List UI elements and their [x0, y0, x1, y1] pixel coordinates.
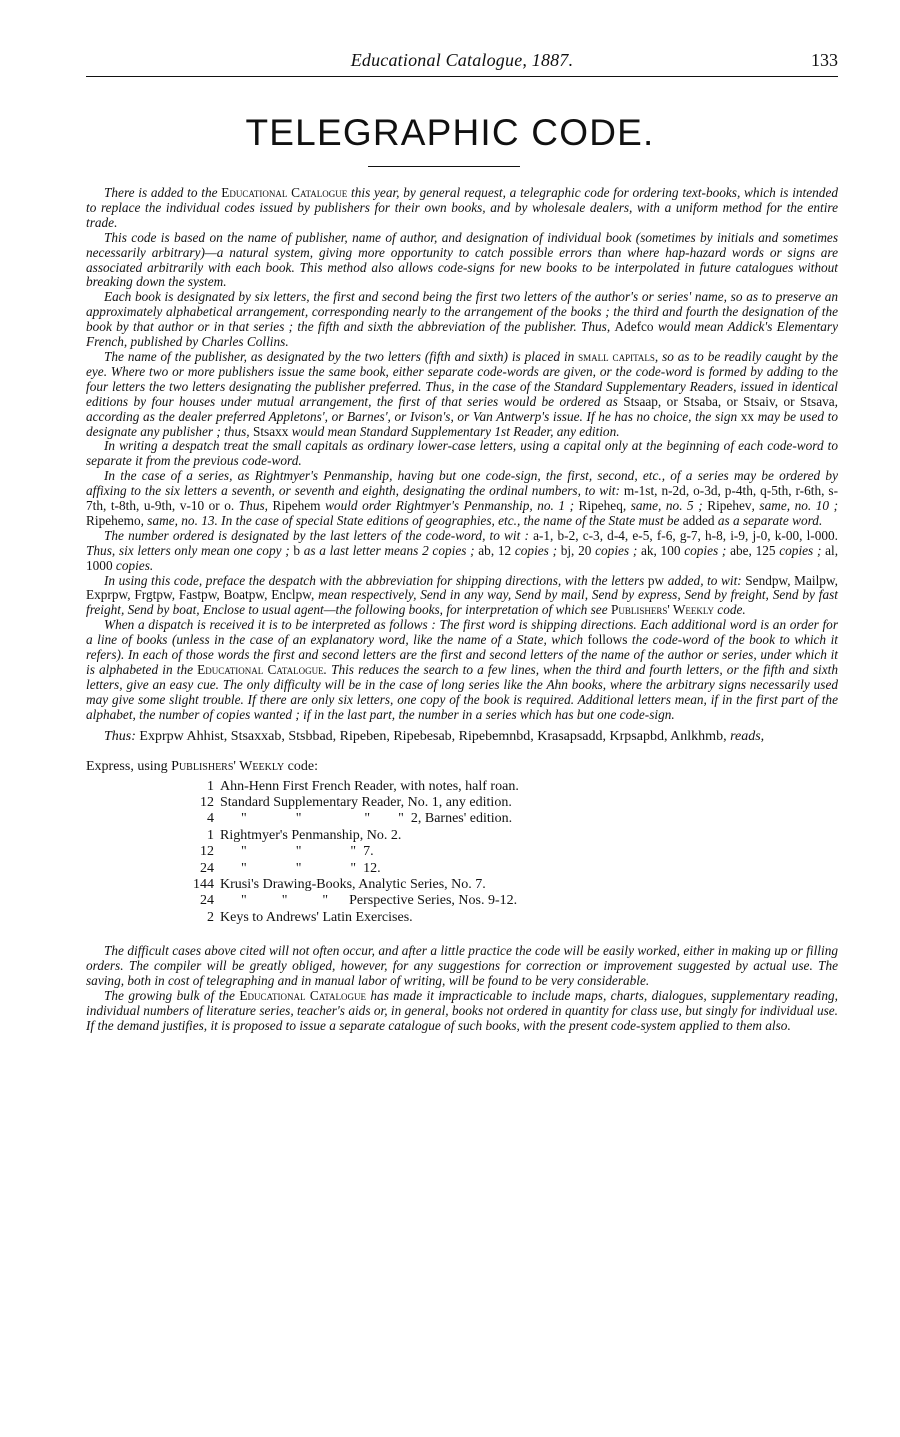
text-run: mean respectively, Send in any way, Send by mail, Send by express, Send by freight, Send by fast freight, Send by boat, Enclose to usual agent—the following books, for interpretation of which see	[86, 587, 838, 618]
text-run: ak, 100	[640, 542, 681, 558]
order-quantity: 12	[200, 844, 214, 860]
order-description: Rightmyer's Penmanship, No. 2.	[220, 827, 402, 843]
text-run: al, 1000	[86, 542, 839, 573]
text-run: small capitals	[578, 348, 655, 364]
text-run: copies ;	[591, 542, 641, 558]
text-run: this year, by general request, a telegraphic code for ordering text-books, which is intended to replace the individual codes issued by publishers for their own books, and by wholesale dealers, with a uniform method for the entire trade.	[86, 185, 838, 230]
express-line	[86, 759, 838, 775]
text-run: The number ordered is designated by the last letters of the code-word, to wit :	[104, 527, 534, 543]
text-run: Educational Catalogue	[221, 185, 348, 200]
page-number: 133	[811, 50, 838, 70]
express-sc: Publishers' Weekly	[171, 758, 285, 774]
order-quantity: 24	[200, 893, 214, 909]
body-paragraph	[86, 574, 838, 619]
text-run: Thus,	[234, 498, 273, 514]
title-rule	[368, 166, 520, 167]
text-run: Stsaap, or Stsaba, or Stsaiv, or Stsava	[623, 393, 835, 409]
order-description: " " " Perspective Series, Nos. 9-12.	[220, 893, 518, 909]
example-lead: Thus:	[104, 728, 136, 744]
text-run: abe, 125	[730, 542, 776, 558]
text-run: xx	[740, 408, 755, 424]
body-paragraph	[86, 618, 838, 722]
text-run: m-1st, n-2d, o-3d, p-4th, q-5th, r-6th, s-7th, t-8th, u-9th, v-10 or o.	[86, 483, 838, 514]
body-paragraph	[86, 231, 838, 291]
order-description: Krusi's Drawing-Books, Analytic Series, No. 7.	[220, 877, 486, 893]
text-run: ab, 12	[478, 542, 512, 558]
text-run: In using this code, preface the despatch with the abbreviation for shipping directions, with the letters	[104, 572, 648, 588]
text-run: copies ;	[511, 542, 561, 558]
order-quantity: 144	[193, 877, 214, 893]
text-run: The growing bulk of the	[104, 988, 240, 1003]
order-row	[182, 910, 838, 926]
text-run: When a dispatch is received it is to be interpreted as follows : The first word is shipping directions. Each additional word is an order for a line of books (unless in the case of an explanatory word, like the name of a State, which	[86, 617, 838, 648]
body-paragraph	[86, 186, 838, 231]
text-run: , same, no. 5 ;	[622, 498, 708, 514]
text-run: There is added to the	[104, 185, 222, 200]
text-run: Ripehev	[707, 498, 752, 514]
express-text: Express, using	[86, 758, 172, 774]
text-run: , according as the dealer preferred Appletons', or Barnes', or Ivison's, or Van Antwerp's issue. If he has no choice, the sign	[86, 393, 838, 424]
text-run: copies.	[112, 557, 154, 573]
example-codes: Exprpw Ahhist, Stsaxxab, Stsbbad, Ripeben, Ripebesab, Ripebemnbd, Krasapsadd, Krpsapbd, Anlkhmb,	[139, 728, 727, 744]
text-run: Ripehem	[272, 498, 321, 514]
closing-paragraphs	[86, 944, 838, 1033]
text-run: Adefco	[614, 319, 654, 335]
text-run: Educational Catalogue	[197, 662, 324, 677]
body-paragraph	[86, 439, 838, 469]
text-run: has made it impracticable to include maps, charts, dialogues, supplementary reading, individual numbers of literature series, teacher's aids or, in general, books not ordered in quantity for class use, but singly for individual use. If the demand justifies, it is proposed to issue a separate catalogue of such books, with the present code-system applied to them also.	[86, 988, 838, 1033]
order-row	[182, 877, 838, 893]
text-run: follows	[587, 632, 628, 648]
text-run: as a last letter means 2 copies ;	[300, 542, 479, 558]
text-run: The name of the publisher, as designated by the two letters (fifth and sixth) is placed in	[104, 348, 579, 364]
express-text-end: code:	[284, 758, 318, 774]
text-run: In writing a despatch treat the small capitals as ordinary lower-case letters, using a capital only at the beginning of each code-word to separate it from the previous code-word.	[86, 438, 838, 469]
order-quantity: 24	[200, 860, 214, 876]
text-run: Sendpw, Mailpw, Exprpw, Frgtpw, Fastpw, Boatpw, Enclpw,	[86, 572, 838, 603]
running-title: Educational Catalogue, 1887.	[350, 50, 574, 70]
body-paragraph	[86, 350, 838, 439]
text-run: would order Rightmyer's Penmanship, no. 1 ;	[320, 498, 579, 514]
text-run: copies ;	[775, 542, 826, 558]
order-description: " " " " 2, Barnes' edition.	[220, 811, 513, 827]
text-run: as a separate word.	[714, 512, 823, 528]
order-description: Standard Supplementary Reader, No. 1, any edition.	[220, 795, 512, 811]
order-quantity: 2	[207, 909, 214, 925]
text-run: added, to wit:	[664, 572, 746, 588]
paragraphs	[86, 186, 838, 723]
body-paragraph	[86, 290, 838, 350]
text-run: the code-word of the book to which it refers). In each of those words the first and second letters are the first and second letters of the name of the author or series, under which it is alphabeted in the	[86, 632, 838, 677]
text-run: Each book is designated by six letters, the first and second being the first two letters of the author's or series' name, so as to preserve an approximately alphabetical arrangement, corresponding nearly to the arrangement of the books ; the third and fourth the designation of the book by that author or in that series ; the fifth and sixth the abbreviation of the publisher. Thus,	[86, 289, 838, 335]
order-list	[182, 779, 838, 927]
text-run: code.	[713, 602, 746, 618]
text-run: Educational Catalogue	[239, 988, 366, 1003]
text-run: added	[682, 512, 715, 528]
text-run: a-1, b-2, c-3, d-4, e-5, f-6, g-7, h-8, i-9, j-0, k-00, l-000.	[533, 527, 838, 543]
text-run: b	[293, 542, 301, 558]
text-run: In the case of a series, as Rightmyer's Penmanship, having but one code-sign, the first, second, etc., of a series may be ordered by affixing to the six letters a seventh, or seventh and eighth, designating the ordinal numbers, to wit:	[86, 468, 838, 499]
body-paragraph	[86, 469, 838, 529]
order-row	[182, 844, 838, 860]
text-run: This code is based on the name of publisher, name of author, and designation of individual book (sometimes by initials and sometimes necessarily arbitrary)—a natural system, giving more opportunity to catch possible errors than where hap-hazard words or signs are associated arbitrarily with each book. This method also allows code-signs for new books to be interpolated in future catalogues without breaking down the system.	[86, 229, 838, 290]
order-description: Keys to Andrews' Latin Exercises.	[220, 909, 413, 925]
text-run: may be used to designate any publisher ; thus,	[86, 408, 839, 439]
text-run: would mean Standard Supplementary 1st Reader, any edition.	[288, 423, 620, 439]
text-run: Stsaxx	[252, 423, 289, 439]
text-run: , so as to be readily caught by the eye. Where two or more publishers issue the same book, either separate code-words are given, or the code-word is formed by adding to the four letters the two letters designating the publisher preferred. Thus, in the case of the Standard Supplementary Readers, issued in identical editions by four houses under mutual arrangement, the first of that series would be ordered as	[86, 348, 838, 409]
text-run: Ripeheq	[578, 498, 623, 514]
text-run: Ripehemo	[86, 512, 141, 528]
order-row	[182, 811, 838, 827]
order-row	[182, 795, 838, 811]
text-run: , same, no. 13. In the case of special State editions of geographies, etc., the name of the State must be	[140, 512, 683, 528]
closing-paragraph	[86, 989, 838, 1034]
order-description: Ahn-Henn First French Reader, with notes, half roan.	[220, 778, 519, 794]
text-run: Thus, six letters only mean one copy ;	[86, 542, 294, 558]
closing-paragraph	[86, 944, 838, 989]
article-body	[86, 186, 838, 1034]
order-row	[182, 779, 838, 795]
order-description: " " " 7.	[220, 844, 374, 860]
order-quantity: 1	[207, 778, 214, 794]
body-paragraph	[86, 529, 838, 574]
order-quantity: 4	[207, 811, 214, 827]
order-description: " " " 12.	[220, 860, 381, 876]
text-run: , same, no. 10 ;	[751, 498, 838, 514]
example-paragraph	[86, 729, 838, 745]
text-run: copies ;	[680, 542, 731, 558]
page-title: TELEGRAPHIC CODE.	[245, 112, 655, 153]
text-run: Publishers' Weekly	[610, 602, 714, 618]
order-quantity: 1	[207, 827, 214, 843]
text-run: pw	[647, 572, 665, 588]
text-run: bj, 20	[560, 542, 592, 558]
order-row	[182, 828, 838, 844]
order-row	[182, 861, 838, 877]
text-run: The difficult cases above cited will not often occur, and after a little practice the code will be easily worked, either in making up or filling orders. The compiler will be greatly obliged, however, for any suggestions for correction or improvement suggested by actual use. The saving, both in cost of telegraphing and in manual labor of writing, will be found to be very considerable.	[86, 943, 838, 989]
order-row	[182, 893, 838, 909]
order-quantity: 12	[200, 795, 214, 811]
text-run: would mean Addick's Elementary French, published by Charles Collins.	[86, 319, 838, 350]
text-run: . This reduces the search to a few lines, when the third and fourth letters, or the fifth and sixth letters, give an easy cue. The only difficulty will be in the case of long series like the Ahn books, where the arbitrary signs necessarily used may give some slight trouble. If there are only six letters, one copy of the book is required. Additional letters mean, if in the first part of the alphabet, the number of copies wanted ; if in the last part, the number in a series which has but one code-sign.	[86, 662, 838, 722]
example-tail: reads,	[730, 728, 765, 744]
running-head	[86, 48, 838, 77]
